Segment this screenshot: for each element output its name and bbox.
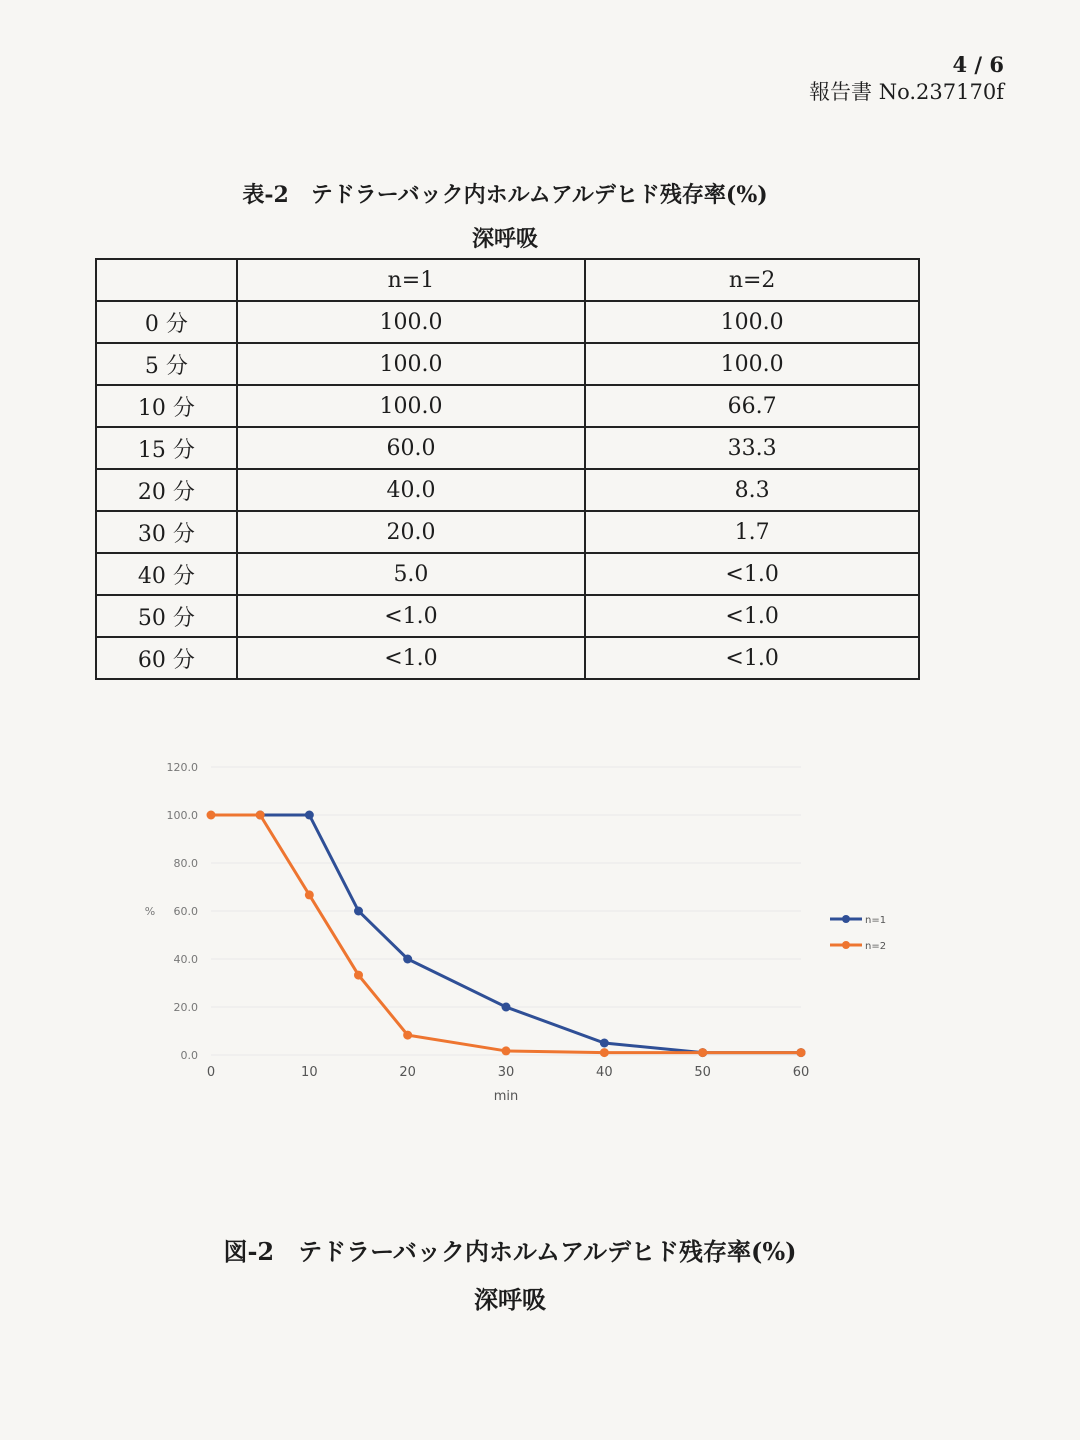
table-row: [96, 595, 919, 637]
header-cell-n2: n=2: [585, 259, 919, 301]
legend-marker: [842, 941, 850, 949]
table-header-row: [96, 259, 919, 301]
x-tick-label: 50: [694, 1065, 711, 1080]
table-row: [96, 469, 919, 511]
data-point: [600, 1048, 609, 1057]
figure-subcaption: 深呼吸: [474, 1285, 546, 1314]
time-cell: 0 分: [96, 301, 237, 343]
n2-value-cell: <1.0: [585, 553, 919, 595]
table-row: [96, 511, 919, 553]
table-row: [96, 553, 919, 595]
y-axis-label: %: [144, 905, 156, 918]
n2-value-cell: 100.0: [585, 301, 919, 343]
legend-label: n=1: [865, 915, 887, 926]
x-tick-label: 40: [596, 1065, 613, 1080]
n2-value-cell: <1.0: [585, 637, 919, 679]
time-cell: 40 分: [96, 553, 237, 595]
x-tick-label: 0: [206, 1065, 216, 1080]
n2-value-cell: 1.7: [585, 511, 919, 553]
table-row: [96, 637, 919, 679]
y-tick-label: 80.0: [173, 857, 198, 870]
table-caption: 表-2 テドラーバック内ホルムアルデヒド残存率(%): [242, 182, 768, 208]
time-cell: 20 分: [96, 469, 237, 511]
table-subcaption: 深呼吸: [471, 226, 538, 252]
y-tick-label: 20.0: [173, 1001, 198, 1014]
x-tick-label: 10: [301, 1065, 318, 1080]
n1-value-cell: 40.0: [237, 469, 586, 511]
y-tick-label: 120.0: [166, 761, 198, 774]
series-line-n=2: [211, 815, 801, 1053]
time-cell: 60 分: [96, 637, 237, 679]
page-header: [809, 52, 1004, 106]
residual-rate-table: [95, 258, 920, 680]
data-point: [305, 811, 314, 820]
n2-value-cell: 100.0: [585, 343, 919, 385]
y-tick-label: 100.0: [166, 809, 198, 822]
header-cell-n1: n=1: [237, 259, 586, 301]
chart-grid: [211, 767, 801, 1055]
data-point: [207, 811, 216, 820]
time-cell: 15 分: [96, 427, 237, 469]
x-tick-label: 60: [792, 1065, 810, 1080]
data-point: [354, 907, 363, 916]
table-row: [96, 385, 919, 427]
data-point: [502, 1046, 511, 1055]
header-cell-blank: [96, 259, 237, 301]
y-tick-label: 40.0: [173, 953, 198, 966]
legend-marker: [842, 915, 850, 923]
n1-value-cell: 100.0: [237, 385, 586, 427]
chart-svg: [0, 740, 1080, 1120]
line-chart: [0, 740, 1080, 1120]
n1-value-cell: <1.0: [237, 595, 586, 637]
chart-legend: [830, 915, 886, 952]
data-point: [403, 1031, 412, 1040]
y-tick-label: 0.0: [180, 1049, 198, 1062]
n2-value-cell: 66.7: [585, 385, 919, 427]
page-number: 4 / 6: [952, 52, 1004, 77]
n1-value-cell: 100.0: [237, 343, 586, 385]
figure-caption: 図-2 テドラーバック内ホルムアルデヒド残存率(%): [223, 1237, 797, 1266]
time-cell: 5 分: [96, 343, 237, 385]
legend-label: n=2: [865, 941, 887, 952]
time-cell: 10 分: [96, 385, 237, 427]
report-number: 報告書 No.237170f: [809, 80, 1004, 104]
n1-value-cell: 20.0: [237, 511, 586, 553]
n1-value-cell: 100.0: [237, 301, 586, 343]
table-row: [96, 301, 919, 343]
data-point: [698, 1048, 707, 1057]
y-tick-labels: [167, 761, 199, 1062]
x-tick-labels: [207, 1065, 809, 1080]
data-point: [600, 1039, 609, 1048]
y-tick-label: 60.0: [173, 905, 198, 918]
n2-value-cell: <1.0: [585, 595, 919, 637]
n2-value-cell: 33.3: [585, 427, 919, 469]
chart-series: [207, 811, 806, 1058]
data-point: [354, 971, 363, 980]
data-point: [797, 1048, 806, 1057]
table-row: [96, 343, 919, 385]
n2-value-cell: 8.3: [585, 469, 919, 511]
n1-value-cell: 5.0: [237, 553, 586, 595]
data-point: [502, 1003, 511, 1012]
x-tick-label: 20: [399, 1065, 416, 1080]
table-row: [96, 427, 919, 469]
x-axis-label: min: [493, 1089, 519, 1104]
time-cell: 30 分: [96, 511, 237, 553]
data-point: [256, 811, 265, 820]
series-line-n=1: [260, 815, 801, 1053]
data-point: [403, 955, 412, 964]
x-tick-label: 30: [497, 1065, 515, 1080]
time-cell: 50 分: [96, 595, 237, 637]
n1-value-cell: <1.0: [237, 637, 586, 679]
n1-value-cell: 60.0: [237, 427, 586, 469]
data-point: [305, 890, 314, 899]
